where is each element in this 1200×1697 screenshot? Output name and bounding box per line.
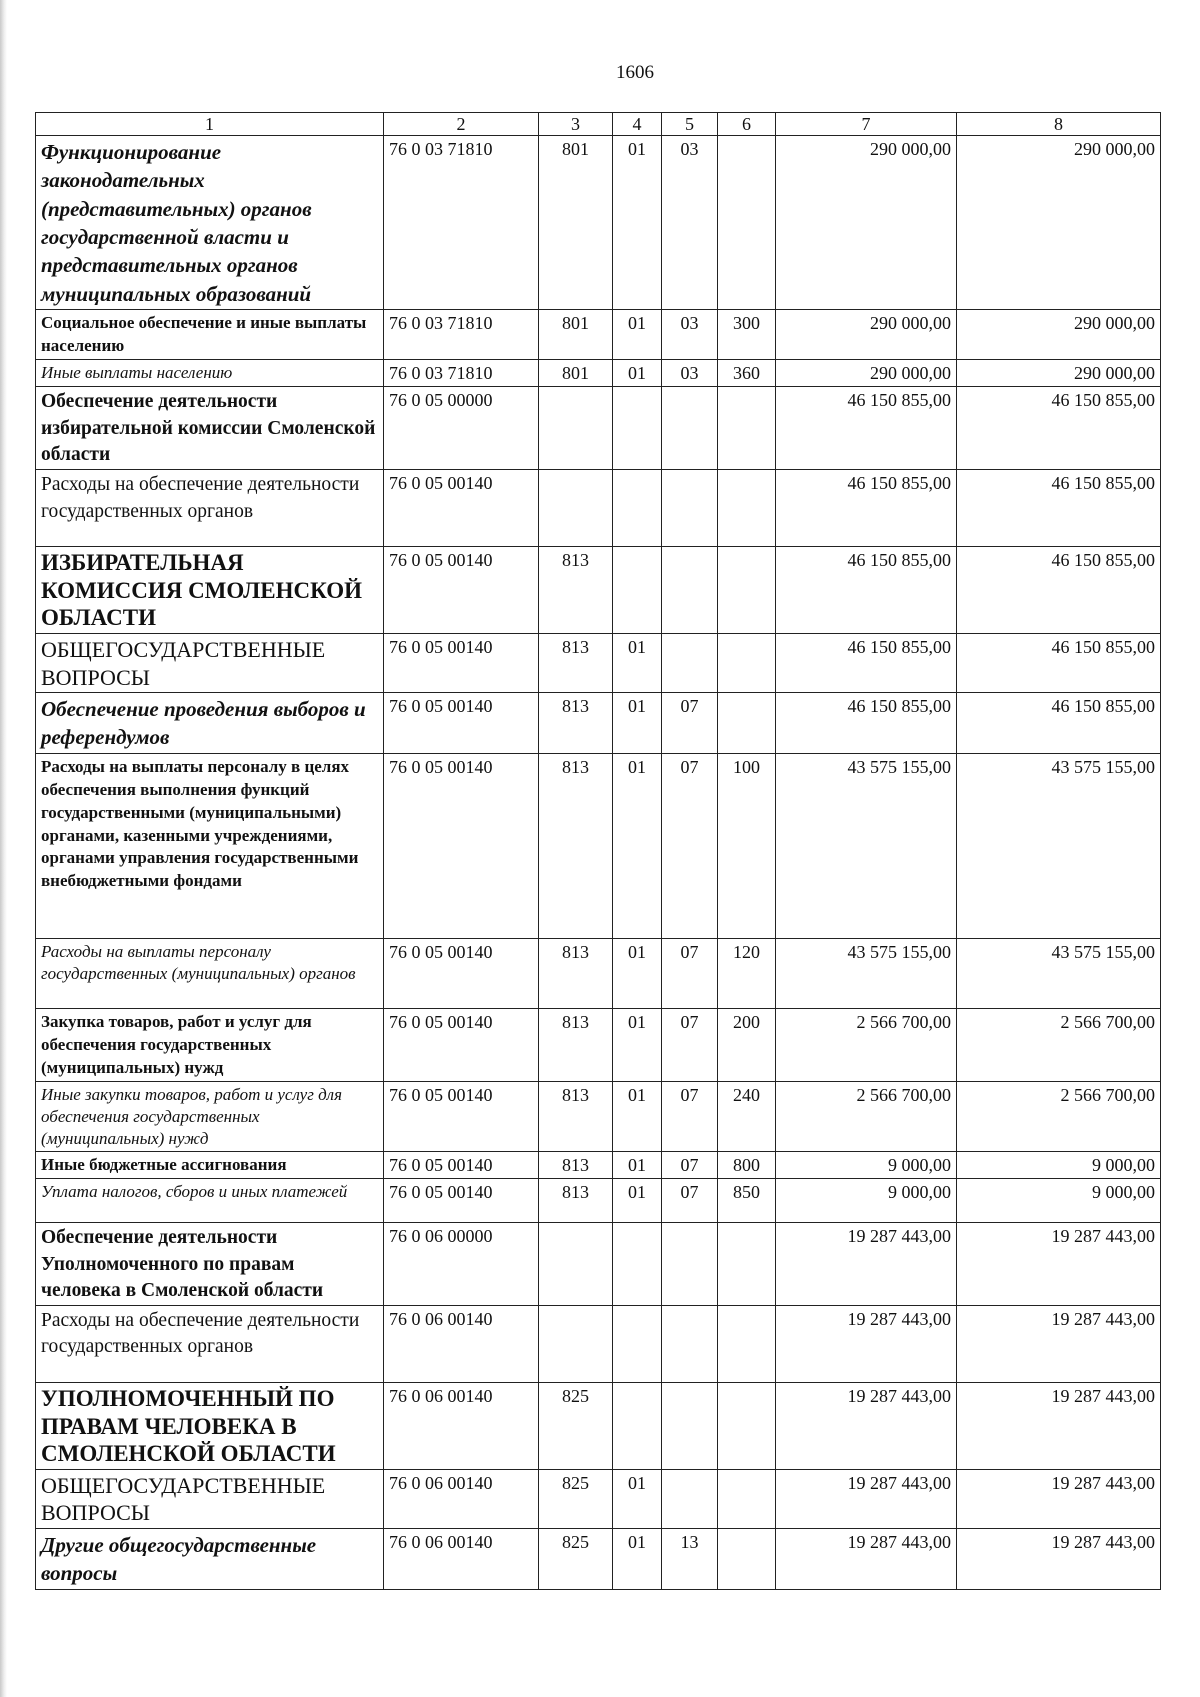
row-col3-cell: 825 bbox=[539, 1528, 613, 1589]
row-name-cell: ОБЩЕГОСУДАРСТВЕННЫЕ ВОПРОСЫ bbox=[36, 1469, 384, 1528]
row-col3-cell: 813 bbox=[539, 938, 613, 1008]
row-col3-cell bbox=[539, 1223, 613, 1306]
row-name-cell: Функционирование законодательных (представительных) органов государственной власти и представительных органов муниципальных образований bbox=[36, 136, 384, 310]
row-col7-cell: 46 150 855,00 bbox=[776, 470, 957, 547]
row-code-cell: 76 0 03 71810 bbox=[384, 310, 539, 360]
row-col5-cell bbox=[662, 470, 718, 547]
row-code-cell: 76 0 05 00140 bbox=[384, 938, 539, 1008]
row-col7-cell: 46 150 855,00 bbox=[776, 634, 957, 693]
scan-edge-shadow bbox=[0, 0, 7, 1697]
row-col5-cell: 07 bbox=[662, 1151, 718, 1178]
table-row bbox=[36, 1469, 1161, 1528]
row-col8-cell: 46 150 855,00 bbox=[957, 470, 1161, 547]
row-code-cell: 76 0 05 00140 bbox=[384, 1008, 539, 1081]
row-col4-cell: 01 bbox=[613, 938, 662, 1008]
row-name-cell: Иные выплаты населению bbox=[36, 359, 384, 386]
row-col3-cell bbox=[539, 387, 613, 470]
row-col8-cell: 19 287 443,00 bbox=[957, 1306, 1161, 1383]
row-name-cell: Расходы на обеспечение деятельности государственных органов bbox=[36, 470, 384, 547]
row-col5-cell bbox=[662, 634, 718, 693]
row-code-cell: 76 0 05 00140 bbox=[384, 753, 539, 938]
table-body bbox=[36, 136, 1161, 1590]
table-row bbox=[36, 136, 1161, 310]
row-name-cell: Закупка товаров, работ и услуг для обеспечения государственных (муниципальных) нужд bbox=[36, 1008, 384, 1081]
row-col7-cell: 290 000,00 bbox=[776, 359, 957, 386]
row-code-cell: 76 0 06 00140 bbox=[384, 1528, 539, 1589]
row-col8-cell: 2 566 700,00 bbox=[957, 1008, 1161, 1081]
row-col3-cell: 825 bbox=[539, 1469, 613, 1528]
table-row bbox=[36, 938, 1161, 1008]
row-col5-cell: 03 bbox=[662, 310, 718, 360]
row-col6-cell bbox=[718, 1306, 776, 1383]
row-col4-cell: 01 bbox=[613, 1081, 662, 1151]
row-col8-cell: 46 150 855,00 bbox=[957, 387, 1161, 470]
row-col4-cell: 01 bbox=[613, 1528, 662, 1589]
header-cell: 7 bbox=[776, 113, 957, 136]
row-col5-cell bbox=[662, 1306, 718, 1383]
header-cell: 1 bbox=[36, 113, 384, 136]
row-col8-cell: 43 575 155,00 bbox=[957, 753, 1161, 938]
row-col7-cell: 43 575 155,00 bbox=[776, 753, 957, 938]
row-name-cell: Другие общегосударственные вопросы bbox=[36, 1528, 384, 1589]
row-col8-cell: 43 575 155,00 bbox=[957, 938, 1161, 1008]
table-row bbox=[36, 1008, 1161, 1081]
row-col3-cell: 813 bbox=[539, 634, 613, 693]
row-col3-cell bbox=[539, 470, 613, 547]
row-col5-cell: 07 bbox=[662, 938, 718, 1008]
row-col5-cell bbox=[662, 1383, 718, 1470]
row-col3-cell: 813 bbox=[539, 753, 613, 938]
row-col5-cell: 07 bbox=[662, 1081, 718, 1151]
table-row bbox=[36, 1383, 1161, 1470]
row-code-cell: 76 0 05 00140 bbox=[384, 634, 539, 693]
row-code-cell: 76 0 05 00000 bbox=[384, 387, 539, 470]
row-name-cell: ИЗБИРАТЕЛЬНАЯ КОМИССИЯ СМОЛЕНСКОЙ ОБЛАСТИ bbox=[36, 547, 384, 634]
row-col6-cell: 240 bbox=[718, 1081, 776, 1151]
row-col4-cell bbox=[613, 1223, 662, 1306]
row-code-cell: 76 0 05 00140 bbox=[384, 547, 539, 634]
row-col6-cell: 120 bbox=[718, 938, 776, 1008]
row-name-cell: Обеспечение деятельности Уполномоченного по правам человека в Смоленской области bbox=[36, 1223, 384, 1306]
row-col6-cell bbox=[718, 1528, 776, 1589]
row-name-cell: Обеспечение проведения выборов и референдумов bbox=[36, 693, 384, 754]
row-code-cell: 76 0 06 00140 bbox=[384, 1383, 539, 1470]
row-col3-cell: 813 bbox=[539, 693, 613, 754]
row-col7-cell: 19 287 443,00 bbox=[776, 1469, 957, 1528]
table-row bbox=[36, 1081, 1161, 1151]
row-name-cell: Иные бюджетные ассигнования bbox=[36, 1151, 384, 1178]
row-col6-cell bbox=[718, 1469, 776, 1528]
row-col7-cell: 19 287 443,00 bbox=[776, 1306, 957, 1383]
row-col8-cell: 19 287 443,00 bbox=[957, 1469, 1161, 1528]
row-col7-cell: 9 000,00 bbox=[776, 1151, 957, 1178]
row-col6-cell bbox=[718, 693, 776, 754]
table-row bbox=[36, 1528, 1161, 1589]
row-col4-cell bbox=[613, 470, 662, 547]
row-name-cell: Иные закупки товаров, работ и услуг для обеспечения государственных (муниципальных) нужд bbox=[36, 1081, 384, 1151]
row-col5-cell: 13 bbox=[662, 1528, 718, 1589]
row-col8-cell: 290 000,00 bbox=[957, 136, 1161, 310]
row-col8-cell: 290 000,00 bbox=[957, 310, 1161, 360]
row-col8-cell: 290 000,00 bbox=[957, 359, 1161, 386]
row-col8-cell: 2 566 700,00 bbox=[957, 1081, 1161, 1151]
row-col7-cell: 46 150 855,00 bbox=[776, 387, 957, 470]
row-code-cell: 76 0 03 71810 bbox=[384, 359, 539, 386]
row-name-cell: Расходы на выплаты персоналу в целях обеспечения выполнения функций государственными (муниципальными) органами, казенными учреждениями, органами управления государственными внебюджетными фондами bbox=[36, 753, 384, 938]
header-cell: 4 bbox=[613, 113, 662, 136]
row-col4-cell: 01 bbox=[613, 1151, 662, 1178]
row-col8-cell: 19 287 443,00 bbox=[957, 1383, 1161, 1470]
row-col7-cell: 46 150 855,00 bbox=[776, 547, 957, 634]
row-col7-cell: 19 287 443,00 bbox=[776, 1223, 957, 1306]
row-name-cell: ОБЩЕГОСУДАРСТВЕННЫЕ ВОПРОСЫ bbox=[36, 634, 384, 693]
row-col5-cell bbox=[662, 387, 718, 470]
row-col7-cell: 290 000,00 bbox=[776, 310, 957, 360]
row-col8-cell: 9 000,00 bbox=[957, 1151, 1161, 1178]
table-row bbox=[36, 1306, 1161, 1383]
row-col4-cell bbox=[613, 1306, 662, 1383]
table-row bbox=[36, 470, 1161, 547]
header-cell: 6 bbox=[718, 113, 776, 136]
row-col8-cell: 19 287 443,00 bbox=[957, 1223, 1161, 1306]
row-code-cell: 76 0 06 00000 bbox=[384, 1223, 539, 1306]
row-col6-cell: 360 bbox=[718, 359, 776, 386]
header-cell: 3 bbox=[539, 113, 613, 136]
row-col4-cell: 01 bbox=[613, 1008, 662, 1081]
row-col7-cell: 19 287 443,00 bbox=[776, 1528, 957, 1589]
row-col6-cell bbox=[718, 470, 776, 547]
table-row bbox=[36, 693, 1161, 754]
row-col6-cell bbox=[718, 136, 776, 310]
table-row bbox=[36, 547, 1161, 634]
row-col4-cell bbox=[613, 1383, 662, 1470]
row-col5-cell: 03 bbox=[662, 136, 718, 310]
row-col8-cell: 46 150 855,00 bbox=[957, 547, 1161, 634]
row-col3-cell: 801 bbox=[539, 310, 613, 360]
row-code-cell: 76 0 05 00140 bbox=[384, 1151, 539, 1178]
row-col3-cell: 801 bbox=[539, 359, 613, 386]
row-name-cell: УПОЛНОМОЧЕННЫЙ ПО ПРАВАМ ЧЕЛОВЕКА В СМОЛЕНСКОЙ ОБЛАСТИ bbox=[36, 1383, 384, 1470]
row-col4-cell: 01 bbox=[613, 753, 662, 938]
row-col3-cell: 813 bbox=[539, 1081, 613, 1151]
row-col5-cell: 03 bbox=[662, 359, 718, 386]
table-row bbox=[36, 1223, 1161, 1306]
row-code-cell: 76 0 03 71810 bbox=[384, 136, 539, 310]
table-row bbox=[36, 1151, 1161, 1178]
row-name-cell: Обеспечение деятельности избирательной комиссии Смоленской области bbox=[36, 387, 384, 470]
row-name-cell: Социальное обеспечение и иные выплаты населению bbox=[36, 310, 384, 360]
table-row bbox=[36, 634, 1161, 693]
row-col6-cell: 200 bbox=[718, 1008, 776, 1081]
row-code-cell: 76 0 05 00140 bbox=[384, 693, 539, 754]
row-col3-cell: 813 bbox=[539, 547, 613, 634]
row-col6-cell: 300 bbox=[718, 310, 776, 360]
row-col6-cell: 800 bbox=[718, 1151, 776, 1178]
row-col5-cell bbox=[662, 547, 718, 634]
row-code-cell: 76 0 05 00140 bbox=[384, 1081, 539, 1151]
row-col8-cell: 9 000,00 bbox=[957, 1179, 1161, 1223]
row-col7-cell: 19 287 443,00 bbox=[776, 1383, 957, 1470]
table-row bbox=[36, 359, 1161, 386]
row-col4-cell: 01 bbox=[613, 693, 662, 754]
row-col4-cell: 01 bbox=[613, 310, 662, 360]
header-cell: 8 bbox=[957, 113, 1161, 136]
row-col6-cell bbox=[718, 634, 776, 693]
row-col6-cell bbox=[718, 1223, 776, 1306]
table-row bbox=[36, 310, 1161, 360]
row-col3-cell bbox=[539, 1306, 613, 1383]
row-col4-cell bbox=[613, 387, 662, 470]
row-code-cell: 76 0 06 00140 bbox=[384, 1306, 539, 1383]
row-col5-cell: 07 bbox=[662, 1008, 718, 1081]
row-col3-cell: 813 bbox=[539, 1151, 613, 1178]
row-col3-cell: 813 bbox=[539, 1179, 613, 1223]
row-col4-cell: 01 bbox=[613, 359, 662, 386]
row-col6-cell bbox=[718, 547, 776, 634]
row-col3-cell: 801 bbox=[539, 136, 613, 310]
table-row bbox=[36, 387, 1161, 470]
row-col6-cell bbox=[718, 387, 776, 470]
row-code-cell: 76 0 05 00140 bbox=[384, 470, 539, 547]
row-col6-cell bbox=[718, 1383, 776, 1470]
table-row bbox=[36, 753, 1161, 938]
row-name-cell: Уплата налогов, сборов и иных платежей bbox=[36, 1179, 384, 1223]
row-col3-cell: 813 bbox=[539, 1008, 613, 1081]
page-number: 1606 bbox=[616, 62, 654, 83]
row-col8-cell: 19 287 443,00 bbox=[957, 1528, 1161, 1589]
row-col5-cell: 07 bbox=[662, 1179, 718, 1223]
row-col7-cell: 43 575 155,00 bbox=[776, 938, 957, 1008]
row-col7-cell: 2 566 700,00 bbox=[776, 1081, 957, 1151]
header-cell: 2 bbox=[384, 113, 539, 136]
row-col7-cell: 2 566 700,00 bbox=[776, 1008, 957, 1081]
row-col4-cell: 01 bbox=[613, 136, 662, 310]
row-col5-cell bbox=[662, 1223, 718, 1306]
row-col6-cell: 850 bbox=[718, 1179, 776, 1223]
row-col7-cell: 46 150 855,00 bbox=[776, 693, 957, 754]
header-cell: 5 bbox=[662, 113, 718, 136]
row-code-cell: 76 0 06 00140 bbox=[384, 1469, 539, 1528]
row-col5-cell bbox=[662, 1469, 718, 1528]
row-col7-cell: 290 000,00 bbox=[776, 136, 957, 310]
row-name-cell: Расходы на обеспечение деятельности государственных органов bbox=[36, 1306, 384, 1383]
budget-table bbox=[35, 112, 1161, 1590]
table-row bbox=[36, 1179, 1161, 1223]
row-col4-cell: 01 bbox=[613, 1179, 662, 1223]
table-header-row bbox=[36, 113, 1161, 136]
row-col4-cell bbox=[613, 547, 662, 634]
row-col7-cell: 9 000,00 bbox=[776, 1179, 957, 1223]
row-col8-cell: 46 150 855,00 bbox=[957, 634, 1161, 693]
row-col3-cell: 825 bbox=[539, 1383, 613, 1470]
row-col4-cell: 01 bbox=[613, 1469, 662, 1528]
row-col8-cell: 46 150 855,00 bbox=[957, 693, 1161, 754]
row-col5-cell: 07 bbox=[662, 693, 718, 754]
row-code-cell: 76 0 05 00140 bbox=[384, 1179, 539, 1223]
row-name-cell: Расходы на выплаты персоналу государственных (муниципальных) органов bbox=[36, 938, 384, 1008]
row-col6-cell: 100 bbox=[718, 753, 776, 938]
row-col4-cell: 01 bbox=[613, 634, 662, 693]
row-col5-cell: 07 bbox=[662, 753, 718, 938]
